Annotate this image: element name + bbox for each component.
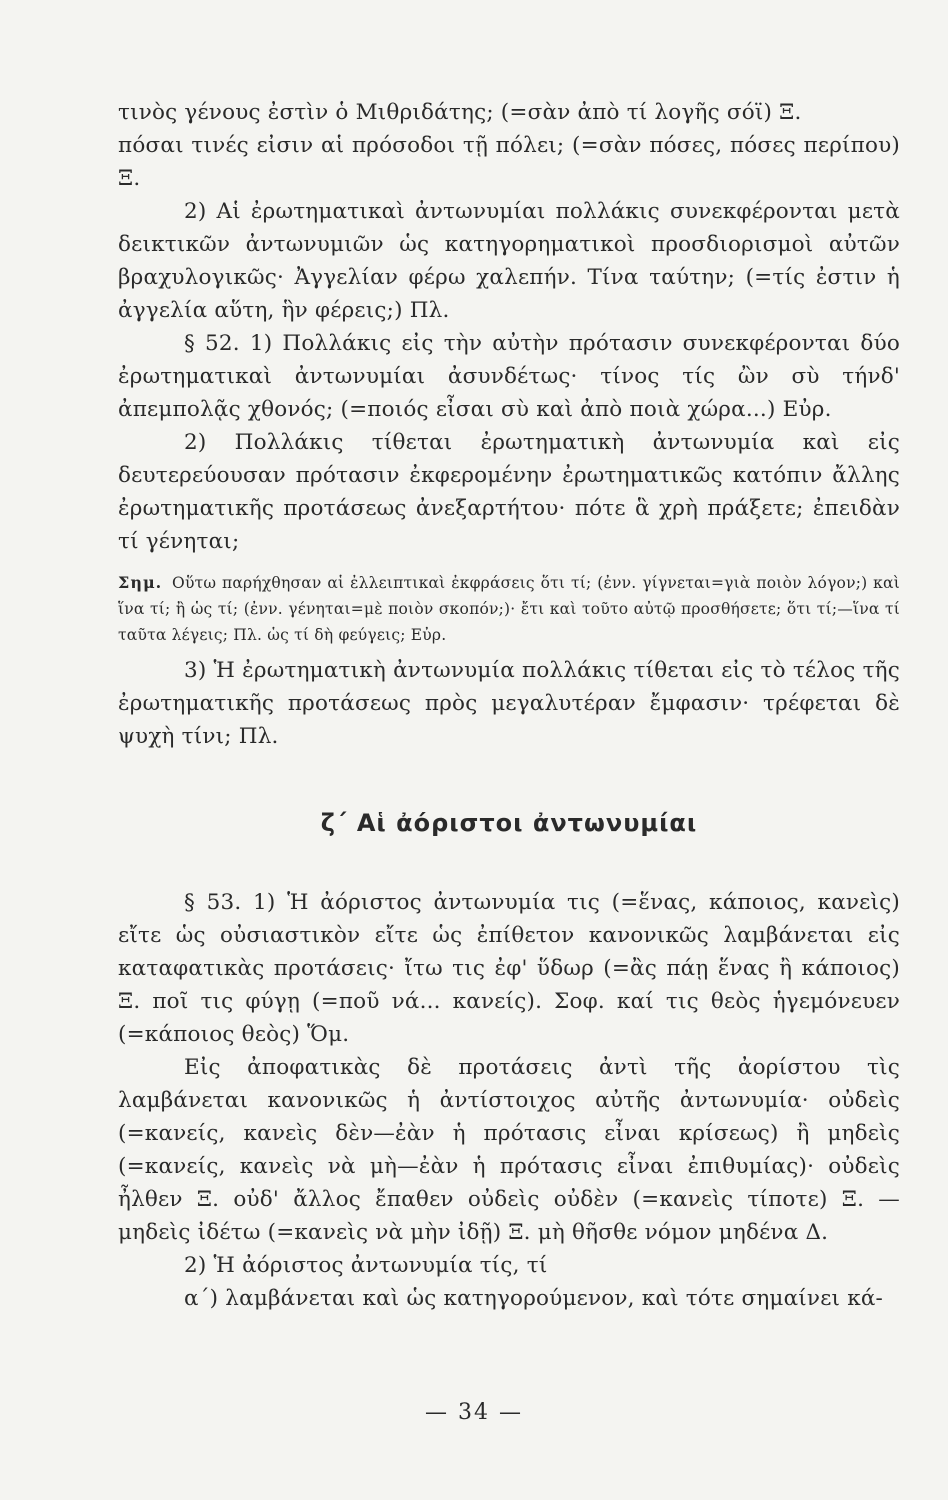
section-52-paragraph-3: 3) Ἡ ἐρωτηματικὴ ἀντωνυμία πολλάκις τίθεται εἰς τὸ τέλος τῆς ἐρωτηματικῆς προτάσεως πρὸς μεγαλυτέραν ἔμφασιν· τρέφεται δὲ ψυχὴ τίνι; Πλ.	[118, 658, 900, 749]
section-52-paragraph-1: § 52. 1) Πολλάκις εἰς τὴν αὐτὴν πρότασιν συνεκφέρονται δύο ἐρωτηματικαὶ ἀντωνυμίαι ἀσυνδέτως· τίνος τίς ὢν σὺ τήνδ' ἀπεμπολᾷς χθονός; (=ποιός εἶσαι σὺ καὶ ἀπὸ ποιὰ χώρα...) Εὐρ.	[118, 331, 900, 422]
page-number: — 34 —	[425, 1400, 523, 1425]
chapter-heading: ζ΄ Αἱ ἀόριστοι ἀντωνυμίαι	[320, 809, 698, 837]
paragraph-continuation-2: πόσαι τινές εἰσιν αἱ πρόσοδοι τῇ πόλει; (=σὰν πόσες, πόσες περίπου) Ξ.	[118, 133, 900, 191]
note-text: Οὕτω παρήχθησαν αἱ ἐλλειπτικαὶ ἐκφράσεις ὅτι τί; (ἐνν. γίγνεται=γιὰ ποιὸν λόγον;) καὶ ἵνα τί; ἢ ὡς τί; (ἐνν. γένηται=μὲ ποιὸν σκοπόν;)· ἔτι καὶ τοῦτο αὐτῷ προσθήσετε; ὅτι τί;—ἵνα τί ταῦτα λέγεις; Πλ. ὡς τί δὴ φεύγεις; Εὐρ.	[118, 574, 900, 644]
paragraph-continuation-1: τινὸς γένους ἐστὶν ὁ Μιθριδάτης; (=σὰν ἀπὸ τί λογῆς σόϊ) Ξ.	[118, 100, 802, 125]
footnote	[118, 570, 900, 648]
section-53-paragraph-negative: Εἰς ἀποφατικὰς δὲ προτάσεις ἀντὶ τῆς ἀορίστου τὶς λαμβάνεται κανονικῶς ἡ ἀντίστοιχος αὐτῆς ἀντωνυμία· οὐδεὶς (=κανείς, κανεὶς δὲν—ἐὰν ἡ πρότασις εἶναι κρίσεως) ἢ μηδεὶς (=κανείς, κανεὶς νὰ μὴ—ἐὰν ἡ πρότασις εἶναι ἐπιθυμίας)· οὐδεὶς ἦλθεν Ξ. οὐδ' ἄλλος ἔπαθεν οὐδεὶς οὐδὲν (=κανεὶς τίποτε) Ξ. — μηδεὶς ἰδέτω (=κανεὶς νὰ μὴν ἰδῇ) Ξ. μὴ θῆσθε νόμον μηδένα Δ.	[118, 1055, 900, 1245]
section-52-paragraph-2: 2) Πολλάκις τίθεται ἐρωτηματικὴ ἀντωνυμία καὶ εἰς δευτερεύουσαν πρότασιν ἐκφερομένην ἐρωτηματικῶς κατόπιν ἄλλης ἐρωτηματικῆς προτάσεως ἀνεξαρτήτου· πότε ἃ χρὴ πράξετε; ἐπειδὰν τί γένηται;	[118, 430, 900, 554]
section-53-paragraph-2: 2) Ἡ ἀόριστος ἀντωνυμία τίς, τί	[184, 1253, 548, 1278]
body-text	[118, 96, 900, 1315]
section-53-paragraph-alpha: α΄) λαμβάνεται καὶ ὡς κατηγορούμενον, καὶ τότε σημαίνει κά-	[184, 1286, 884, 1311]
note-label: Σημ.	[118, 573, 163, 592]
paragraph-demonstratives: 2) Αἱ ἐρωτηματικαὶ ἀντωνυμίαι πολλάκις συνεκφέρονται μετὰ δεικτικῶν ἀντωνυμιῶν ὡς κατηγορηματικοὶ προσδιορισμοὶ αὐτῶν βραχυλογικῶς· Ἀγγελίαν φέρω χαλεπήν. Τίνα ταύτην; (=τίς ἐστιν ἡ ἀγγελία αὕτη, ἣν φέρεις;) Πλ.	[118, 199, 900, 323]
section-53-paragraph-1: § 53. 1) Ἡ ἀόριστος ἀντωνυμία τις (=ἕνας, κάποιος, κανεὶς) εἴτε ὡς οὐσιαστικὸν εἴτε ὡς ἐπίθετον κανονικῶς λαμβάνεται εἰς καταφατικὰς προτάσεις· ἴτω τις ἐφ' ὕδωρ (=ἂς πάῃ ἕνας ἢ κάποιος) Ξ. ποῖ τις φύγῃ (=ποῦ νά... κανείς). Σοφ. καί τις θεὸς ἡγεμόνευεν (=κάποιος θεὸς) Ὅμ.	[118, 890, 900, 1047]
